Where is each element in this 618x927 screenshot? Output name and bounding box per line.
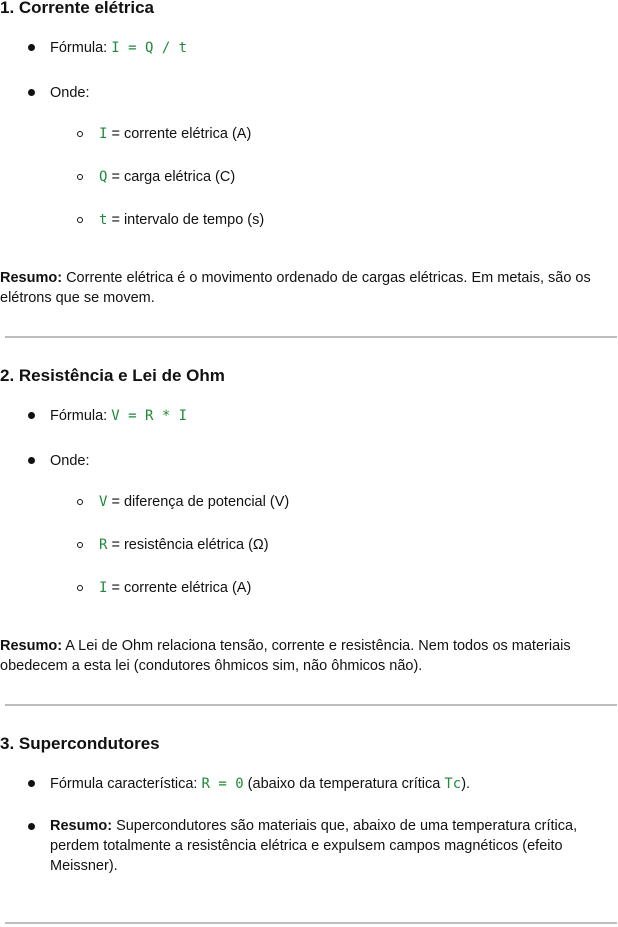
summary-paragraph: Resumo: A Lei de Ohm relaciona tensão, corrente e resistência. Nem todos os materiais obedecem a esta lei (condutores ôhmicos sim, não ôhmicos não). — [0, 638, 571, 674]
variable-item: t = intervalo de tempo (s) — [99, 212, 265, 228]
bullet-dot — [28, 823, 35, 830]
onde-label: Onde: — [50, 85, 90, 101]
sub-bullet-circle — [77, 499, 83, 505]
sub-bullet-circle — [77, 131, 83, 137]
section-divider — [5, 336, 617, 338]
formula-code: Tc — [444, 776, 462, 792]
onde-label: Onde: — [50, 453, 90, 469]
bullet-dot — [28, 89, 35, 96]
variable-item: I = corrente elétrica (A) — [99, 126, 252, 142]
variable-item: V = diferença de potencial (V) — [99, 494, 290, 510]
formula-code: V = R * I — [111, 408, 188, 424]
section-title-supercondutores: 3. Supercondutores — [0, 734, 160, 753]
bullet-dot — [28, 457, 35, 464]
sub-bullet-circle — [77, 174, 83, 180]
sub-bullet-circle — [77, 217, 83, 223]
bullet-dot — [28, 44, 35, 51]
section-title-resistencia: 2. Resistência e Lei de Ohm — [0, 366, 225, 385]
variable-item: Q = carga elétrica (C) — [99, 169, 236, 185]
section-divider — [5, 922, 617, 924]
formula-line: Fórmula: V = R * I — [50, 408, 188, 424]
formula-code: R = 0 — [201, 776, 244, 792]
variable-item: I = corrente elétrica (A) — [99, 580, 252, 596]
section-divider — [5, 704, 617, 706]
bullet-dot — [28, 780, 35, 787]
sub-bullet-circle — [77, 542, 83, 548]
variable-item: R = resistência elétrica (Ω) — [99, 537, 269, 553]
sub-bullet-circle — [77, 585, 83, 591]
section-title-corrente: 1. Corrente elétrica — [0, 0, 155, 17]
summary-paragraph: Resumo: Corrente elétrica é o movimento ordenado de cargas elétricas. Em metais, são os elétrons que se movem. — [0, 270, 591, 306]
formula-line: Fórmula: I = Q / t — [50, 40, 188, 56]
summary-item: Resumo: Supercondutores são materiais que, abaixo de uma temperatura crítica, perdem totalmente a resistência elétrica e expulsem campos magnéticos (efeito Meissner). — [50, 818, 578, 874]
formula-code: I = Q / t — [111, 40, 188, 56]
bullet-dot — [28, 412, 35, 419]
formula-line: Fórmula característica: R = 0 (abaixo da temperatura crítica Tc). — [50, 776, 471, 792]
